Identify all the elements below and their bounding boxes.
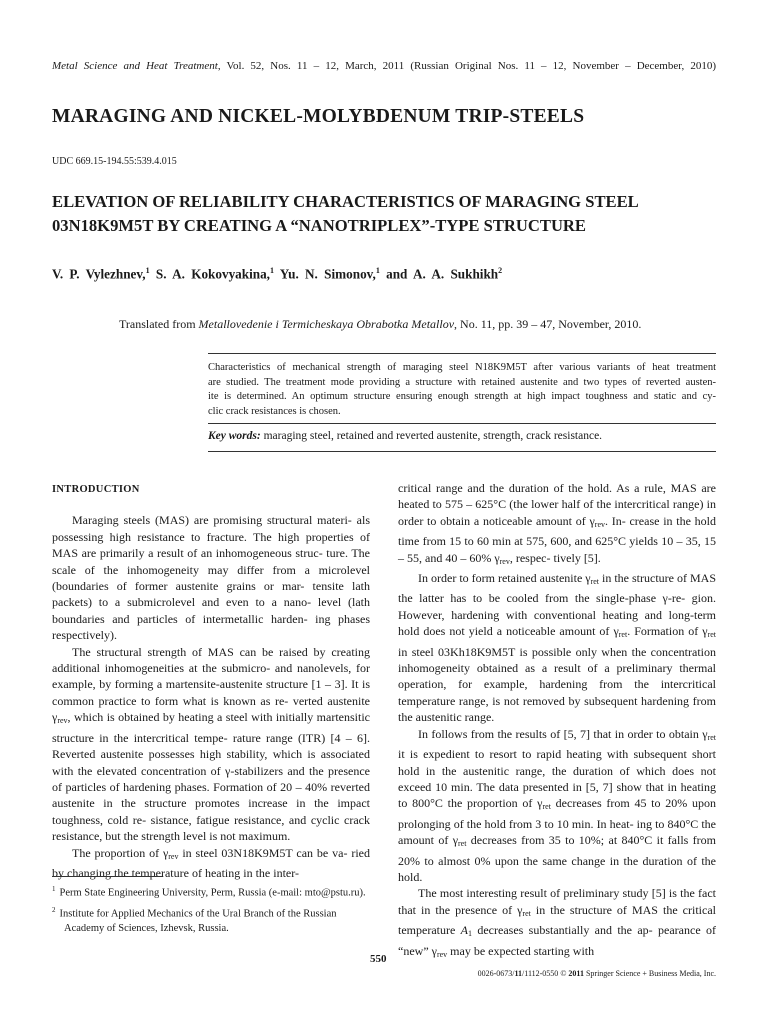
section-heading-introduction: INTRODUCTION	[52, 484, 140, 495]
journal-header	[52, 60, 716, 72]
paragraph	[52, 512, 370, 643]
paragraph-text: . Formation of γ	[627, 624, 708, 639]
symbol-a1: A	[460, 923, 468, 938]
journal-details: , Vol. 52, Nos. 11 – 12, March, 2011 (Russian Original Nos. 11 – 12, November – December, 2010)	[217, 60, 716, 72]
keywords-label: Key words:	[208, 430, 261, 442]
footnote-1-mark: 1	[52, 885, 56, 893]
paragraph-text: Maraging steels (MAS) are promising structural materi- als possessing high resistance to fracture. The high properties of MAS are primarily a result of an inhomogeneous struc- ture. The scale of the inhomogeneity may differ from a microlevel (boundaries of former austenite grains or mar- tensite lath packets) to a submicrolevel and even to a nano- level (lath boundaries and particles of intermetallic harden- ing phases respectively).	[52, 513, 370, 643]
paragraph-text: The structural strength of MAS can be raised by creating additional inhomogeneities at the submicro- and nanolevels, for example, by forming a martensite-austenite structure [1 – 3]. It is common practice to form what is known as re- verted austenite γ	[52, 644, 370, 725]
footnote-rule	[52, 876, 162, 877]
abstract	[208, 361, 716, 419]
paragraph-text: critical range and the duration of the hold. As a rule, MAS are heated to 575 – 625°C (the lower half of the intercritical range) in order to obtain a noticeable amount of γ	[398, 481, 716, 528]
author-2: S. A. Kokovyakina,	[155, 266, 270, 282]
paragraph	[52, 644, 370, 845]
author-4-affiliation: 2	[498, 266, 503, 275]
subscript: 1	[468, 929, 472, 939]
paragraph-text: may be expected starting with	[447, 943, 595, 958]
author-3: Yu. N. Simonov,	[279, 266, 376, 282]
paragraph	[398, 885, 716, 963]
subscript: ret	[618, 630, 628, 640]
paragraph-text: it is expedient to resort to rapid heating with subsequent short hold in the austenitic range, the duration of which does not exceed 10 min. The data presented in [5, 7] show that in heating to 800°C the proportion of γ	[398, 747, 716, 811]
author-1: V. P. Vylezhnev,	[52, 266, 146, 282]
abstract-mid-rule	[208, 423, 716, 424]
paragraph-text: , respec- tively [5].	[509, 550, 601, 565]
translation-prefix: Translated from	[119, 317, 199, 331]
paragraph	[398, 480, 716, 570]
paragraph-text: decreases from 45 to 20% upon prolonging of the hold from 3 to 10 min. In heat- ing to 840°C the amount of γ	[398, 796, 717, 848]
paragraph-text: , which is obtained by heating a steel with initially martensitic structure in the intercritical tempe- rature range (ITR) [4 – 6]. Reverted austenite possesses high stability, which is associated with the elevated concentration of γ-stabilizers and the presence of particles of hardening phases. Formation of 20 – 40% reverted austenite in the structure promotes increase in the impact toughness, cold re- sistance, fatigue resistance, and cyclic crack resistance, but the strength level is not maximum.	[52, 710, 370, 844]
paragraph-text: decreases from 35 to 10%; at 840°C it falls from 20% to almost 0% upon the same change in the duration of the hold.	[398, 833, 717, 884]
footnote-2	[52, 903, 370, 937]
paragraph-text: in the structure of MAS the critical temperature	[398, 902, 716, 938]
abstract-bottom-rule	[208, 451, 716, 452]
footnote-1	[52, 882, 370, 901]
footnote-2-text: Institute for Applied Mechanics of the Ural Branch of the Russian Academy of Sciences, Izhevsk, Russia.	[59, 908, 337, 934]
paragraph-text: decreases substantially and the ap- pearance of “new” γ	[398, 923, 716, 958]
copyright-code-bold: 11	[514, 969, 523, 978]
subscript: ret	[590, 577, 600, 587]
page-number: 550	[370, 953, 387, 965]
article-title	[52, 190, 716, 238]
abstract-top-rule	[208, 353, 716, 354]
paragraph-text: In order to form retained austenite γ	[418, 571, 591, 586]
copyright-code: /1112-0550	[522, 969, 559, 978]
translation-suffix: , No. 11, pp. 39 – 47, November, 2010.	[454, 317, 642, 331]
keywords	[208, 430, 716, 442]
paragraph-text: in the structure of MAS the latter has to be cooled from the single-phase γ-re- gion. However, hardening with conventional heating and long-term hold does not yield a noticeable amount of γ	[398, 571, 716, 639]
subscript: rev	[499, 556, 510, 566]
author-4: and A. A. Sukhikh	[386, 266, 499, 282]
author-1-affiliation: 1	[145, 266, 150, 275]
paragraph-text: The proportion of γ	[72, 845, 169, 860]
subscript: ret	[542, 802, 551, 812]
author-2-affiliation: 1	[269, 266, 274, 275]
copyright-line	[420, 969, 716, 978]
copyright-symbol: ©	[558, 969, 569, 978]
article-title-line-1: ELEVATION OF RELIABILITY CHARACTERISTICS OF MARAGING STEEL	[52, 192, 639, 211]
subscript: ret	[458, 839, 467, 849]
journal-name: Metal Science and Heat Treatment	[52, 60, 218, 72]
footnotes	[52, 882, 370, 938]
body-column-left	[52, 480, 370, 881]
footnote-1-text: Perm State Engineering University, Perm, Russia (e-mail: mto@pstu.ru).	[59, 887, 366, 899]
paragraph-text: The most interesting result of preliminary study [5] is the fact that in the presence of γ	[398, 886, 716, 917]
keywords-text: maraging steel, retained and reverted austenite, strength, crack resistance.	[260, 430, 603, 442]
copyright-code: 0026-0673/	[477, 969, 515, 978]
paragraph-text: in steel 03N18K9M5T can be va- ried by changing the temperature of heating in the inter-	[52, 845, 370, 880]
footnote-2-mark: 2	[52, 905, 56, 914]
abstract-line-4: clic crack resistances is chosen.	[208, 405, 341, 417]
abstract-line-3: ite is determined. An optimum structure ensuring enough strength at high impact toughness and static and cy-	[208, 391, 716, 402]
paragraph-text: . In- crease in the hold time from 15 to 60 min at 575, 600, and 625°C yields 10 – 35, 15 – 55, and 40 – 60% γ	[398, 513, 717, 565]
paragraph-text: In follows from the results of [5, 7] that in order to obtain γ	[418, 726, 708, 741]
subscript: rev	[436, 949, 448, 959]
author-3-affiliation: 1	[375, 266, 380, 275]
article-title-line-2: 03N18K9M5T BY CREATING A “NANOTRIPLEX”-TYPE STRUCTURE	[52, 216, 586, 235]
copyright-year: 2011	[568, 969, 584, 978]
translation-source: Metallovedenie i Termicheskaya Obrabotka Metallov	[198, 317, 455, 331]
copyright-publisher: Springer Science + Business Media, Inc.	[583, 969, 716, 978]
body-column-right	[398, 480, 716, 963]
paragraph	[398, 570, 716, 726]
subscript: ret	[522, 908, 531, 918]
subscript: rev	[57, 716, 68, 726]
subscript: ret	[707, 630, 717, 640]
author-list	[52, 266, 502, 282]
abstract-line-1: Characteristics of mechanical strength of maraging steel N18K9M5T after various variants of heat treatment	[208, 362, 716, 373]
paragraph	[398, 726, 716, 886]
udc-code: UDC 669.15-194.55:539.4.015	[52, 156, 177, 167]
subscript: ret	[707, 732, 716, 742]
translation-note	[119, 317, 641, 332]
subscript: rev	[594, 519, 605, 529]
subscript: rev	[168, 851, 179, 861]
section-title: MARAGING AND NICKEL-MOLYBDENUM TRIP-STEELS	[52, 106, 585, 127]
abstract-line-2: are studied. The treatment mode providing a structure with retained austenite and two types of reverted austen-	[208, 376, 716, 388]
paragraph-text: in steel 03Kh18K9M5T is possible only when the concentration inhomogeneity obtained as a result of a preliminary thermal operation, for example, hardening from the intercritical temperature range, is not removed by subsequent hardening from the austenitic range.	[398, 644, 716, 725]
